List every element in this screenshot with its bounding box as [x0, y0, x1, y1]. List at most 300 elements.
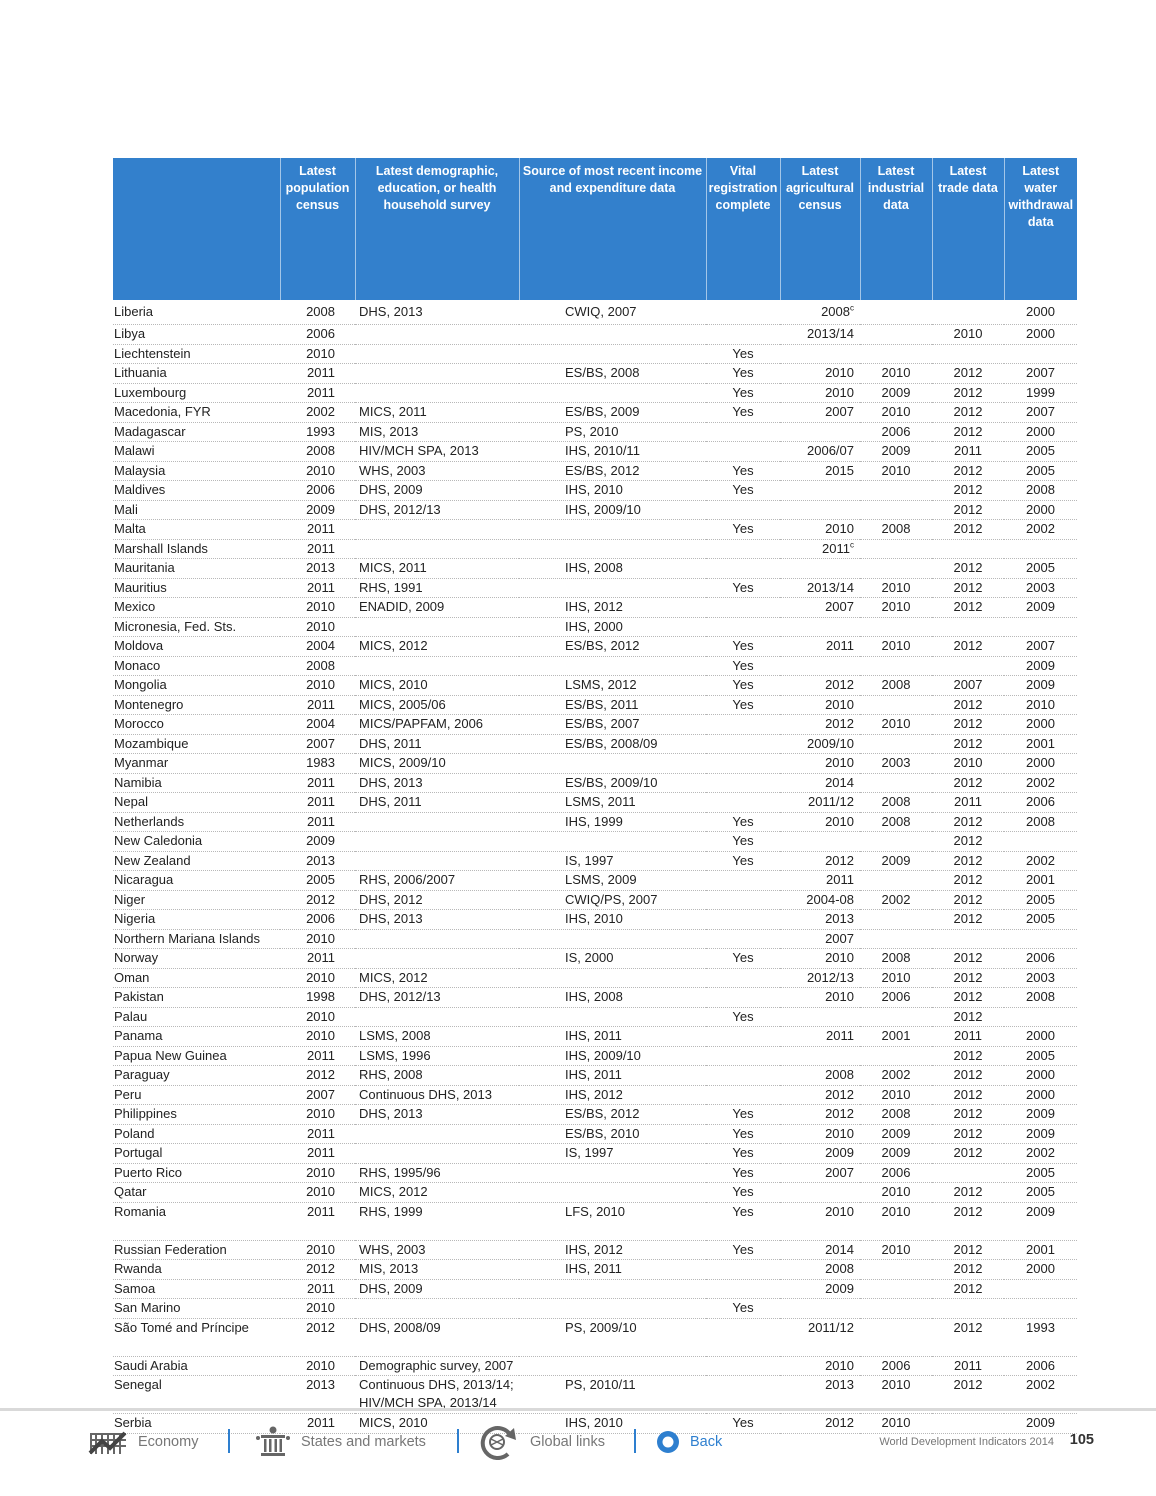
- table-row: [113, 1279, 1077, 1299]
- cell-vital-registration: [706, 325, 780, 345]
- cell-vital-registration: [706, 1260, 780, 1280]
- cell-trade-data: 2007: [932, 676, 1004, 696]
- table-row: [113, 773, 1077, 793]
- cell-population-census: 2010: [280, 968, 355, 988]
- cell-household-survey: MICS/PAPFAM, 2006: [355, 715, 519, 735]
- table-row: [113, 1124, 1077, 1144]
- cell-population-census: 2011: [280, 1046, 355, 1066]
- cell-country: Russian Federation: [113, 1240, 280, 1260]
- cell-income-source: IHS, 2009/10: [519, 1046, 706, 1066]
- cell-country: Malawi: [113, 442, 280, 462]
- cell-household-survey: MICS, 2012: [355, 968, 519, 988]
- nav-states-and-markets-label: States and markets: [301, 1434, 426, 1450]
- cell-vital-registration: Yes: [706, 344, 780, 364]
- cell-vital-registration: Yes: [706, 812, 780, 832]
- table-row: [113, 461, 1077, 481]
- cell-agricultural-census: 2010: [780, 520, 860, 540]
- cell-industrial-data: [860, 695, 932, 715]
- cell-country: Nigeria: [113, 910, 280, 930]
- header-water-withdrawal: Latest water withdrawal data: [1004, 158, 1077, 300]
- cell-water-withdrawal: [1004, 617, 1077, 637]
- cell-household-survey: [355, 1144, 519, 1164]
- cell-country: Netherlands: [113, 812, 280, 832]
- cell-water-withdrawal: 2005: [1004, 442, 1077, 462]
- cell-industrial-data: 2010: [860, 598, 932, 618]
- table-row: [113, 871, 1077, 891]
- cell-industrial-data: 2010: [860, 1202, 932, 1240]
- cell-agricultural-census: [780, 617, 860, 637]
- table-row: [113, 578, 1077, 598]
- cell-country: Peru: [113, 1085, 280, 1105]
- table-row: [113, 890, 1077, 910]
- cell-water-withdrawal: 2000: [1004, 325, 1077, 345]
- cell-income-source: [519, 754, 706, 774]
- cell-population-census: 2011: [280, 949, 355, 969]
- cell-industrial-data: 2008: [860, 520, 932, 540]
- cell-population-census: 2010: [280, 461, 355, 481]
- cell-industrial-data: [860, 1318, 932, 1356]
- cell-agricultural-census: 2010: [780, 812, 860, 832]
- cell-water-withdrawal: 2009: [1004, 676, 1077, 696]
- table-row: [113, 500, 1077, 520]
- cell-vital-registration: [706, 734, 780, 754]
- cell-income-source: IHS, 2010: [519, 910, 706, 930]
- cell-income-source: IHS, 2000: [519, 617, 706, 637]
- cell-agricultural-census: [780, 1046, 860, 1066]
- table-row: [113, 1027, 1077, 1047]
- cell-household-survey: ENADID, 2009: [355, 598, 519, 618]
- cell-vital-registration: [706, 300, 780, 325]
- cell-population-census: 2010: [280, 1356, 355, 1376]
- footnote-marker: c: [850, 303, 854, 313]
- cell-agricultural-census: 2012: [780, 715, 860, 735]
- cell-income-source: CWIQ/PS, 2007: [519, 890, 706, 910]
- cell-population-census: 2006: [280, 910, 355, 930]
- cell-agricultural-census: 2012: [780, 1105, 860, 1125]
- cell-vital-registration: Yes: [706, 461, 780, 481]
- cell-vital-registration: Yes: [706, 1105, 780, 1125]
- cell-industrial-data: 2002: [860, 1066, 932, 1086]
- cell-vital-registration: [706, 871, 780, 891]
- cell-trade-data: 2012: [932, 1105, 1004, 1125]
- cell-population-census: 2005: [280, 871, 355, 891]
- cell-industrial-data: [860, 910, 932, 930]
- cell-agricultural-census: 2012/13: [780, 968, 860, 988]
- cell-agricultural-census: 2010: [780, 988, 860, 1008]
- nav-global-links-label: Global links: [530, 1434, 605, 1450]
- cell-water-withdrawal: 2005: [1004, 890, 1077, 910]
- cell-trade-data: 2012: [932, 695, 1004, 715]
- cell-trade-data: 2012: [932, 890, 1004, 910]
- cell-household-survey: DHS, 2012: [355, 890, 519, 910]
- cell-household-survey: [355, 812, 519, 832]
- cell-population-census: 2010: [280, 1240, 355, 1260]
- cell-income-source: [519, 1279, 706, 1299]
- cell-household-survey: MICS, 2012: [355, 1183, 519, 1203]
- publication-title: World Development Indicators 2014: [879, 1436, 1054, 1448]
- cell-vital-registration: Yes: [706, 1240, 780, 1260]
- cell-trade-data: 2012: [932, 520, 1004, 540]
- cell-vital-registration: Yes: [706, 1007, 780, 1027]
- cell-income-source: IHS, 2011: [519, 1066, 706, 1086]
- table-row: [113, 968, 1077, 988]
- cell-population-census: 2010: [280, 1027, 355, 1047]
- cell-industrial-data: [860, 871, 932, 891]
- cell-water-withdrawal: 2009: [1004, 1105, 1077, 1125]
- cell-vital-registration: Yes: [706, 578, 780, 598]
- cell-industrial-data: 2009: [860, 851, 932, 871]
- cell-country: Qatar: [113, 1183, 280, 1203]
- nav-divider: [457, 1429, 459, 1453]
- table-row: [113, 422, 1077, 442]
- cell-water-withdrawal: 2001: [1004, 871, 1077, 891]
- cell-population-census: 2011: [280, 695, 355, 715]
- cell-country: Serbia: [113, 1414, 280, 1434]
- nav-economy[interactable]: [88, 1427, 198, 1457]
- cell-household-survey: HIV/MCH SPA, 2013: [355, 442, 519, 462]
- cell-household-survey: MICS, 2011: [355, 403, 519, 423]
- cell-vital-registration: Yes: [706, 656, 780, 676]
- cell-country: Mauritius: [113, 578, 280, 598]
- table-row: [113, 617, 1077, 637]
- cell-agricultural-census: [780, 344, 860, 364]
- cell-household-survey: DHS, 2011: [355, 793, 519, 813]
- cell-household-survey: DHS, 2013: [355, 300, 519, 325]
- cell-agricultural-census: 2010: [780, 754, 860, 774]
- cell-country: Samoa: [113, 1279, 280, 1299]
- cell-population-census: 2011: [280, 812, 355, 832]
- cell-water-withdrawal: 2008: [1004, 988, 1077, 1008]
- cell-household-survey: MIS, 2013: [355, 422, 519, 442]
- cell-vital-registration: [706, 1046, 780, 1066]
- cell-income-source: IHS, 2009/10: [519, 500, 706, 520]
- cell-population-census: 2010: [280, 1007, 355, 1027]
- cell-water-withdrawal: 2005: [1004, 1183, 1077, 1203]
- cell-income-source: ES/BS, 2009: [519, 403, 706, 423]
- cell-household-survey: [355, 520, 519, 540]
- cell-vital-registration: [706, 617, 780, 637]
- cell-water-withdrawal: 1993: [1004, 1318, 1077, 1356]
- cell-vital-registration: Yes: [706, 1414, 780, 1434]
- cell-country: Rwanda: [113, 1260, 280, 1280]
- header-vital-registration: Vital registration complete: [706, 158, 780, 300]
- cell-trade-data: 2012: [932, 559, 1004, 579]
- cell-water-withdrawal: [1004, 929, 1077, 949]
- cell-water-withdrawal: 2001: [1004, 1240, 1077, 1260]
- cell-income-source: PS, 2010/11: [519, 1376, 706, 1414]
- cell-vital-registration: Yes: [706, 851, 780, 871]
- table-row: [113, 520, 1077, 540]
- cell-water-withdrawal: 2009: [1004, 1202, 1077, 1240]
- cell-income-source: LSMS, 2009: [519, 871, 706, 891]
- cell-population-census: 1998: [280, 988, 355, 1008]
- cell-water-withdrawal: 2000: [1004, 754, 1077, 774]
- cell-household-survey: MICS, 2009/10: [355, 754, 519, 774]
- cell-industrial-data: 2006: [860, 988, 932, 1008]
- cell-industrial-data: [860, 617, 932, 637]
- cell-agricultural-census: 2013/14: [780, 578, 860, 598]
- cell-industrial-data: 2010: [860, 461, 932, 481]
- cell-country: Lithuania: [113, 364, 280, 384]
- cell-country: Micronesia, Fed. Sts.: [113, 617, 280, 637]
- cell-vital-registration: [706, 539, 780, 559]
- cell-household-survey: MIS, 2013: [355, 1260, 519, 1280]
- cell-trade-data: 2011: [932, 1027, 1004, 1047]
- cell-country: Portugal: [113, 1144, 280, 1164]
- cell-water-withdrawal: [1004, 1007, 1077, 1027]
- cell-water-withdrawal: 2009: [1004, 656, 1077, 676]
- cell-industrial-data: 2008: [860, 812, 932, 832]
- cell-population-census: 2002: [280, 403, 355, 423]
- cell-agricultural-census: 2011: [780, 871, 860, 891]
- cell-trade-data: 2012: [932, 988, 1004, 1008]
- cell-household-survey: MICS, 2011: [355, 559, 519, 579]
- cell-trade-data: 2012: [932, 910, 1004, 930]
- cell-population-census: 2010: [280, 344, 355, 364]
- cell-industrial-data: [860, 929, 932, 949]
- table-row: [113, 598, 1077, 618]
- cell-industrial-data: 2003: [860, 754, 932, 774]
- cell-agricultural-census: [780, 559, 860, 579]
- table-row: [113, 695, 1077, 715]
- cell-agricultural-census: 2010: [780, 949, 860, 969]
- nav-economy-label: Economy: [138, 1434, 199, 1450]
- cell-trade-data: 2012: [932, 461, 1004, 481]
- cell-agricultural-census: 2006/07: [780, 442, 860, 462]
- cell-income-source: ES/BS, 2007: [519, 715, 706, 735]
- cell-country: Morocco: [113, 715, 280, 735]
- cell-income-source: ES/BS, 2012: [519, 637, 706, 657]
- cell-income-source: [519, 929, 706, 949]
- cell-water-withdrawal: 2005: [1004, 1163, 1077, 1183]
- cell-agricultural-census: 2010: [780, 1356, 860, 1376]
- cell-country: Monaco: [113, 656, 280, 676]
- cell-income-source: IS, 1997: [519, 851, 706, 871]
- cell-water-withdrawal: 2002: [1004, 1144, 1077, 1164]
- table-row: [113, 1260, 1077, 1280]
- cell-population-census: 2011: [280, 1202, 355, 1240]
- table-row: [113, 1183, 1077, 1203]
- cell-agricultural-census: [780, 656, 860, 676]
- cell-trade-data: 2012: [932, 578, 1004, 598]
- cell-agricultural-census: 2010: [780, 364, 860, 384]
- cell-household-survey: RHS, 2006/2007: [355, 871, 519, 891]
- cell-industrial-data: [860, 344, 932, 364]
- nav-global-links[interactable]: [478, 1427, 605, 1457]
- cell-population-census: 2010: [280, 929, 355, 949]
- table-row: [113, 715, 1077, 735]
- cell-trade-data: [932, 1299, 1004, 1319]
- economy-icon: [88, 1428, 128, 1456]
- cell-country: New Caledonia: [113, 832, 280, 852]
- cell-water-withdrawal: 2003: [1004, 968, 1077, 988]
- cell-vital-registration: [706, 1027, 780, 1047]
- cell-trade-data: 2012: [932, 500, 1004, 520]
- cell-household-survey: [355, 325, 519, 345]
- cell-trade-data: 2012: [932, 383, 1004, 403]
- table-row: [113, 539, 1077, 559]
- cell-trade-data: 2012: [932, 637, 1004, 657]
- cell-water-withdrawal: 2002: [1004, 851, 1077, 871]
- cell-industrial-data: 2010: [860, 1414, 932, 1434]
- table-row: [113, 910, 1077, 930]
- cell-country: Mongolia: [113, 676, 280, 696]
- cell-household-survey: [355, 1007, 519, 1027]
- cell-industrial-data: [860, 481, 932, 501]
- cell-agricultural-census: 2007: [780, 598, 860, 618]
- cell-country: Papua New Guinea: [113, 1046, 280, 1066]
- cell-income-source: IS, 2000: [519, 949, 706, 969]
- cell-trade-data: 2012: [932, 403, 1004, 423]
- cell-population-census: 2010: [280, 1105, 355, 1125]
- cell-agricultural-census: 2009: [780, 1144, 860, 1164]
- cell-agricultural-census: 2011: [780, 1027, 860, 1047]
- cell-country: Philippines: [113, 1105, 280, 1125]
- cell-trade-data: 2010: [932, 754, 1004, 774]
- cell-water-withdrawal: 2002: [1004, 520, 1077, 540]
- cell-vital-registration: Yes: [706, 1202, 780, 1240]
- cell-trade-data: [932, 617, 1004, 637]
- table-row: [113, 1105, 1077, 1125]
- cell-population-census: 2008: [280, 300, 355, 325]
- cell-agricultural-census: 2010: [780, 1124, 860, 1144]
- cell-industrial-data: 2001: [860, 1027, 932, 1047]
- cell-country: São Tomé and Príncipe: [113, 1318, 280, 1356]
- cell-income-source: PS, 2009/10: [519, 1318, 706, 1356]
- cell-industrial-data: [860, 1007, 932, 1027]
- cell-household-survey: [355, 832, 519, 852]
- cell-water-withdrawal: 2000: [1004, 1260, 1077, 1280]
- cell-income-source: IHS, 2012: [519, 1085, 706, 1105]
- cell-agricultural-census: 2013/14: [780, 325, 860, 345]
- cell-water-withdrawal: 2002: [1004, 1376, 1077, 1414]
- table-row: [113, 1046, 1077, 1066]
- cell-trade-data: 2012: [932, 1183, 1004, 1203]
- cell-population-census: 2011: [280, 539, 355, 559]
- cell-household-survey: RHS, 1999: [355, 1202, 519, 1240]
- cell-agricultural-census: 2010: [780, 1202, 860, 1240]
- cell-trade-data: 2012: [932, 773, 1004, 793]
- cell-country: Mexico: [113, 598, 280, 618]
- cell-country: Saudi Arabia: [113, 1356, 280, 1376]
- table-row: [113, 851, 1077, 871]
- cell-country: Moldova: [113, 637, 280, 657]
- cell-vital-registration: [706, 929, 780, 949]
- cell-water-withdrawal: 2005: [1004, 910, 1077, 930]
- cell-industrial-data: 2009: [860, 1144, 932, 1164]
- cell-household-survey: MICS, 2010: [355, 676, 519, 696]
- cell-trade-data: [932, 656, 1004, 676]
- cell-vital-registration: [706, 754, 780, 774]
- cell-agricultural-census: 2008$^c$: [780, 300, 860, 325]
- cell-country: Liberia: [113, 300, 280, 325]
- cell-income-source: [519, 578, 706, 598]
- cell-population-census: 2008: [280, 442, 355, 462]
- cell-agricultural-census: [780, 1007, 860, 1027]
- cell-trade-data: 2012: [932, 1202, 1004, 1240]
- cell-household-survey: [355, 929, 519, 949]
- cell-agricultural-census: [780, 422, 860, 442]
- cell-trade-data: [932, 1163, 1004, 1183]
- table-row: [113, 988, 1077, 1008]
- cell-household-survey: WHS, 2003: [355, 1240, 519, 1260]
- cell-industrial-data: 2010: [860, 637, 932, 657]
- cell-population-census: 2004: [280, 637, 355, 657]
- cell-vital-registration: Yes: [706, 1299, 780, 1319]
- cell-country: Marshall Islands: [113, 539, 280, 559]
- table-row: [113, 1240, 1077, 1260]
- cell-household-survey: [355, 1299, 519, 1319]
- cell-household-survey: [355, 364, 519, 384]
- cell-household-survey: MICS, 2005/06: [355, 695, 519, 715]
- cell-trade-data: 2012: [932, 832, 1004, 852]
- cell-trade-data: 2012: [932, 1260, 1004, 1280]
- cell-water-withdrawal: 2007: [1004, 637, 1077, 657]
- table-row: [113, 949, 1077, 969]
- cell-household-survey: DHS, 2013: [355, 1105, 519, 1125]
- global-links-icon: [478, 1424, 520, 1460]
- cell-income-source: IHS, 2010/11: [519, 442, 706, 462]
- cell-agricultural-census: 2007: [780, 929, 860, 949]
- cell-trade-data: 2012: [932, 871, 1004, 891]
- cell-population-census: 2010: [280, 1183, 355, 1203]
- cell-agricultural-census: 2012: [780, 1085, 860, 1105]
- table-row: [113, 1007, 1077, 1027]
- cell-trade-data: [932, 539, 1004, 559]
- cell-water-withdrawal: 2007: [1004, 403, 1077, 423]
- cell-vital-registration: Yes: [706, 1144, 780, 1164]
- nav-divider: [228, 1429, 230, 1453]
- cell-industrial-data: 2008: [860, 949, 932, 969]
- cell-income-source: [519, 1356, 706, 1376]
- cell-household-survey: Demographic survey, 2007: [355, 1356, 519, 1376]
- cell-country: Panama: [113, 1027, 280, 1047]
- nav-back[interactable]: [656, 1427, 722, 1457]
- cell-industrial-data: [860, 1260, 932, 1280]
- cell-household-survey: [355, 383, 519, 403]
- cell-trade-data: 2012: [932, 422, 1004, 442]
- cell-population-census: 2013: [280, 1376, 355, 1414]
- cell-income-source: LFS, 2010: [519, 1202, 706, 1240]
- cell-population-census: 2011: [280, 1414, 355, 1434]
- cell-trade-data: 2012: [932, 1007, 1004, 1027]
- cell-trade-data: 2012: [932, 1279, 1004, 1299]
- cell-population-census: 2012: [280, 1318, 355, 1356]
- cell-income-source: IS, 1997: [519, 1144, 706, 1164]
- cell-income-source: ES/BS, 2010: [519, 1124, 706, 1144]
- cell-trade-data: 2012: [932, 734, 1004, 754]
- cell-trade-data: 2012: [932, 598, 1004, 618]
- cell-income-source: ES/BS, 2012: [519, 1105, 706, 1125]
- cell-industrial-data: 2010: [860, 715, 932, 735]
- cell-vital-registration: [706, 500, 780, 520]
- cell-trade-data: 2012: [932, 1066, 1004, 1086]
- cell-country: Niger: [113, 890, 280, 910]
- cell-country: Paraguay: [113, 1066, 280, 1086]
- cell-water-withdrawal: 2008: [1004, 481, 1077, 501]
- cell-income-source: IHS, 2011: [519, 1260, 706, 1280]
- table-row: [113, 676, 1077, 696]
- cell-income-source: [519, 344, 706, 364]
- cell-population-census: 2011: [280, 364, 355, 384]
- cell-country: Northern Mariana Islands: [113, 929, 280, 949]
- cell-industrial-data: 2010: [860, 1376, 932, 1414]
- nav-states-and-markets[interactable]: [255, 1427, 426, 1457]
- cell-industrial-data: 2009: [860, 1124, 932, 1144]
- cell-country: Nicaragua: [113, 871, 280, 891]
- cell-trade-data: 2012: [932, 1240, 1004, 1260]
- cell-vital-registration: [706, 442, 780, 462]
